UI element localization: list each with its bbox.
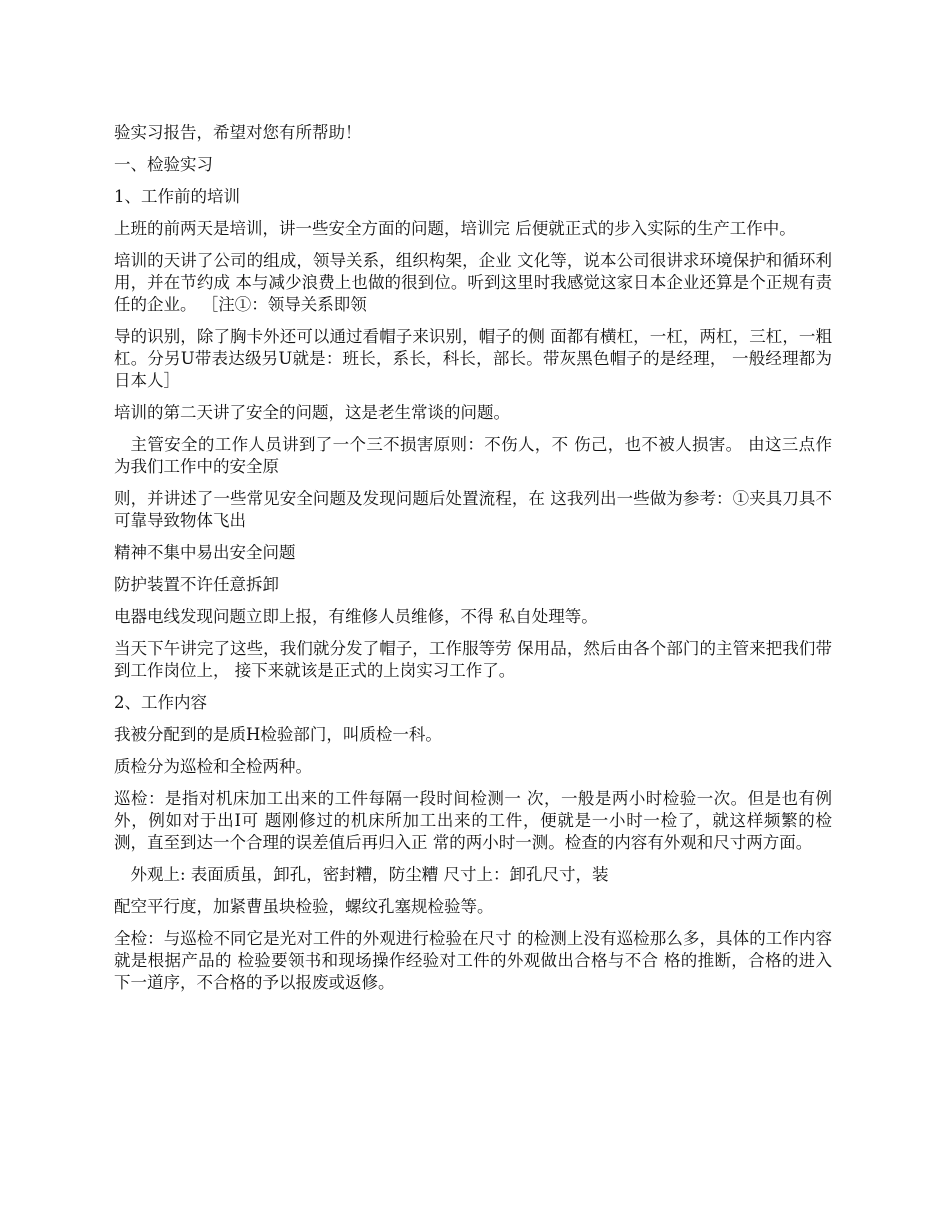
paragraph-appearance-dimensions: 外观上: 表面质虽，卸孔，密封糟，防尘糟 尺寸上：卸孔尺寸，装 xyxy=(130,865,609,884)
paragraph-department-assignment: 我被分配到的是质H检验部门，叫质检一科。 xyxy=(114,725,442,744)
list-item-protective-device: 防护装置不许任意拆卸 xyxy=(114,575,279,594)
intro-line: 验实习报告，希望对您有所帮助！ xyxy=(114,123,362,142)
subsection-heading-pre-work-training: 1、工作前的培训 xyxy=(114,187,240,206)
paragraph-training-overview: 上班的前两天是培训，讲一些安全方面的问题，培训完 后便就正式的步入实际的生产工作中。 xyxy=(114,219,796,238)
paragraph-afternoon-distribution: 当天下午讲完了这些，我们就分发了帽子，工作服等劳 保用品，然后由各个部门的主管来把我们带到工作岗位上， 接下来就该是正式的上岗实习工作了。 xyxy=(114,639,832,680)
list-item-concentration: 精神不集中易出安全问题 xyxy=(114,543,296,562)
paragraph-safety-issues: 则，并讲述了一些常见安全问题及发现问题后处置流程，在 这我列出一些做为参考：①夹具刀具不可靠导致物体飞出 xyxy=(114,489,832,530)
paragraph-full-inspection: 全检：与巡检不同它是光对工件的外观进行检验在尺寸 的检测上没有巡检那么多，具体的工作内容就是根据产品的 检验要领书和现场操作经验对工件的外观做出合格与不合 格的推断，合格的进入下一道序，不合格的予以报废或返修。 xyxy=(114,929,832,992)
paragraph-inspection-types: 质检分为巡检和全检两种。 xyxy=(114,757,312,776)
paragraph-training-day-two: 培训的第二天讲了安全的问题，这是老生常谈的问题。 xyxy=(114,403,510,422)
document-body xyxy=(114,122,832,1004)
subsection-heading-work-content: 2、工作内容 xyxy=(114,693,207,712)
paragraph-training-day-one: 培训的天讲了公司的组成，领导关系，组织构架，企业 文化等，说本公司很讲求环境保护和循环利用，并在节约成 本与减少浪费上也做的很到位。听到这里时我感觉这家日本企业还算是个正规有责任的企业。 ［注①：领导关系即领 xyxy=(114,251,832,314)
section-heading-inspection-internship: 一、检验实习 xyxy=(114,155,213,174)
list-item-electrical-report: 电器电线发现问题立即上报，有维修人员维修，不得 私自处理等。 xyxy=(114,607,598,626)
paragraph-hat-identification-note: 导的识别，除了胸卡外还可以通过看帽子来识别，帽子的侧 面都有横杠，一杠，两杠，三杠，一粗杠。分另U带表达级另U就是：班长，系长，科长，部长。带灰黑色帽子的是经理， 一般经理都为日本人］ xyxy=(114,327,832,390)
paragraph-parallelism-checks: 配空平行度，加紧曹虽块检验，螺纹孔塞规检验等。 xyxy=(114,897,494,916)
paragraph-patrol-inspection: 巡检：是指对机床加工出来的工件每隔一段时间检测一 次，一般是两小时检验一次。但是也有例外，例如对于出I可 题刚修过的机床所加工出来的工件，便就是一小时一检了，就这样频繁的检测，直至到达一个合理的误差值后再归入正 常的两小时一测。检查的内容有外观和尺寸两方面。 xyxy=(114,789,832,852)
paragraph-safety-principle: 主管安全的工作人员讲到了一个三不损害原则：不伤人，不 伤己，也不被人损害。 由这三点作为我们工作中的安全原 xyxy=(114,435,832,476)
